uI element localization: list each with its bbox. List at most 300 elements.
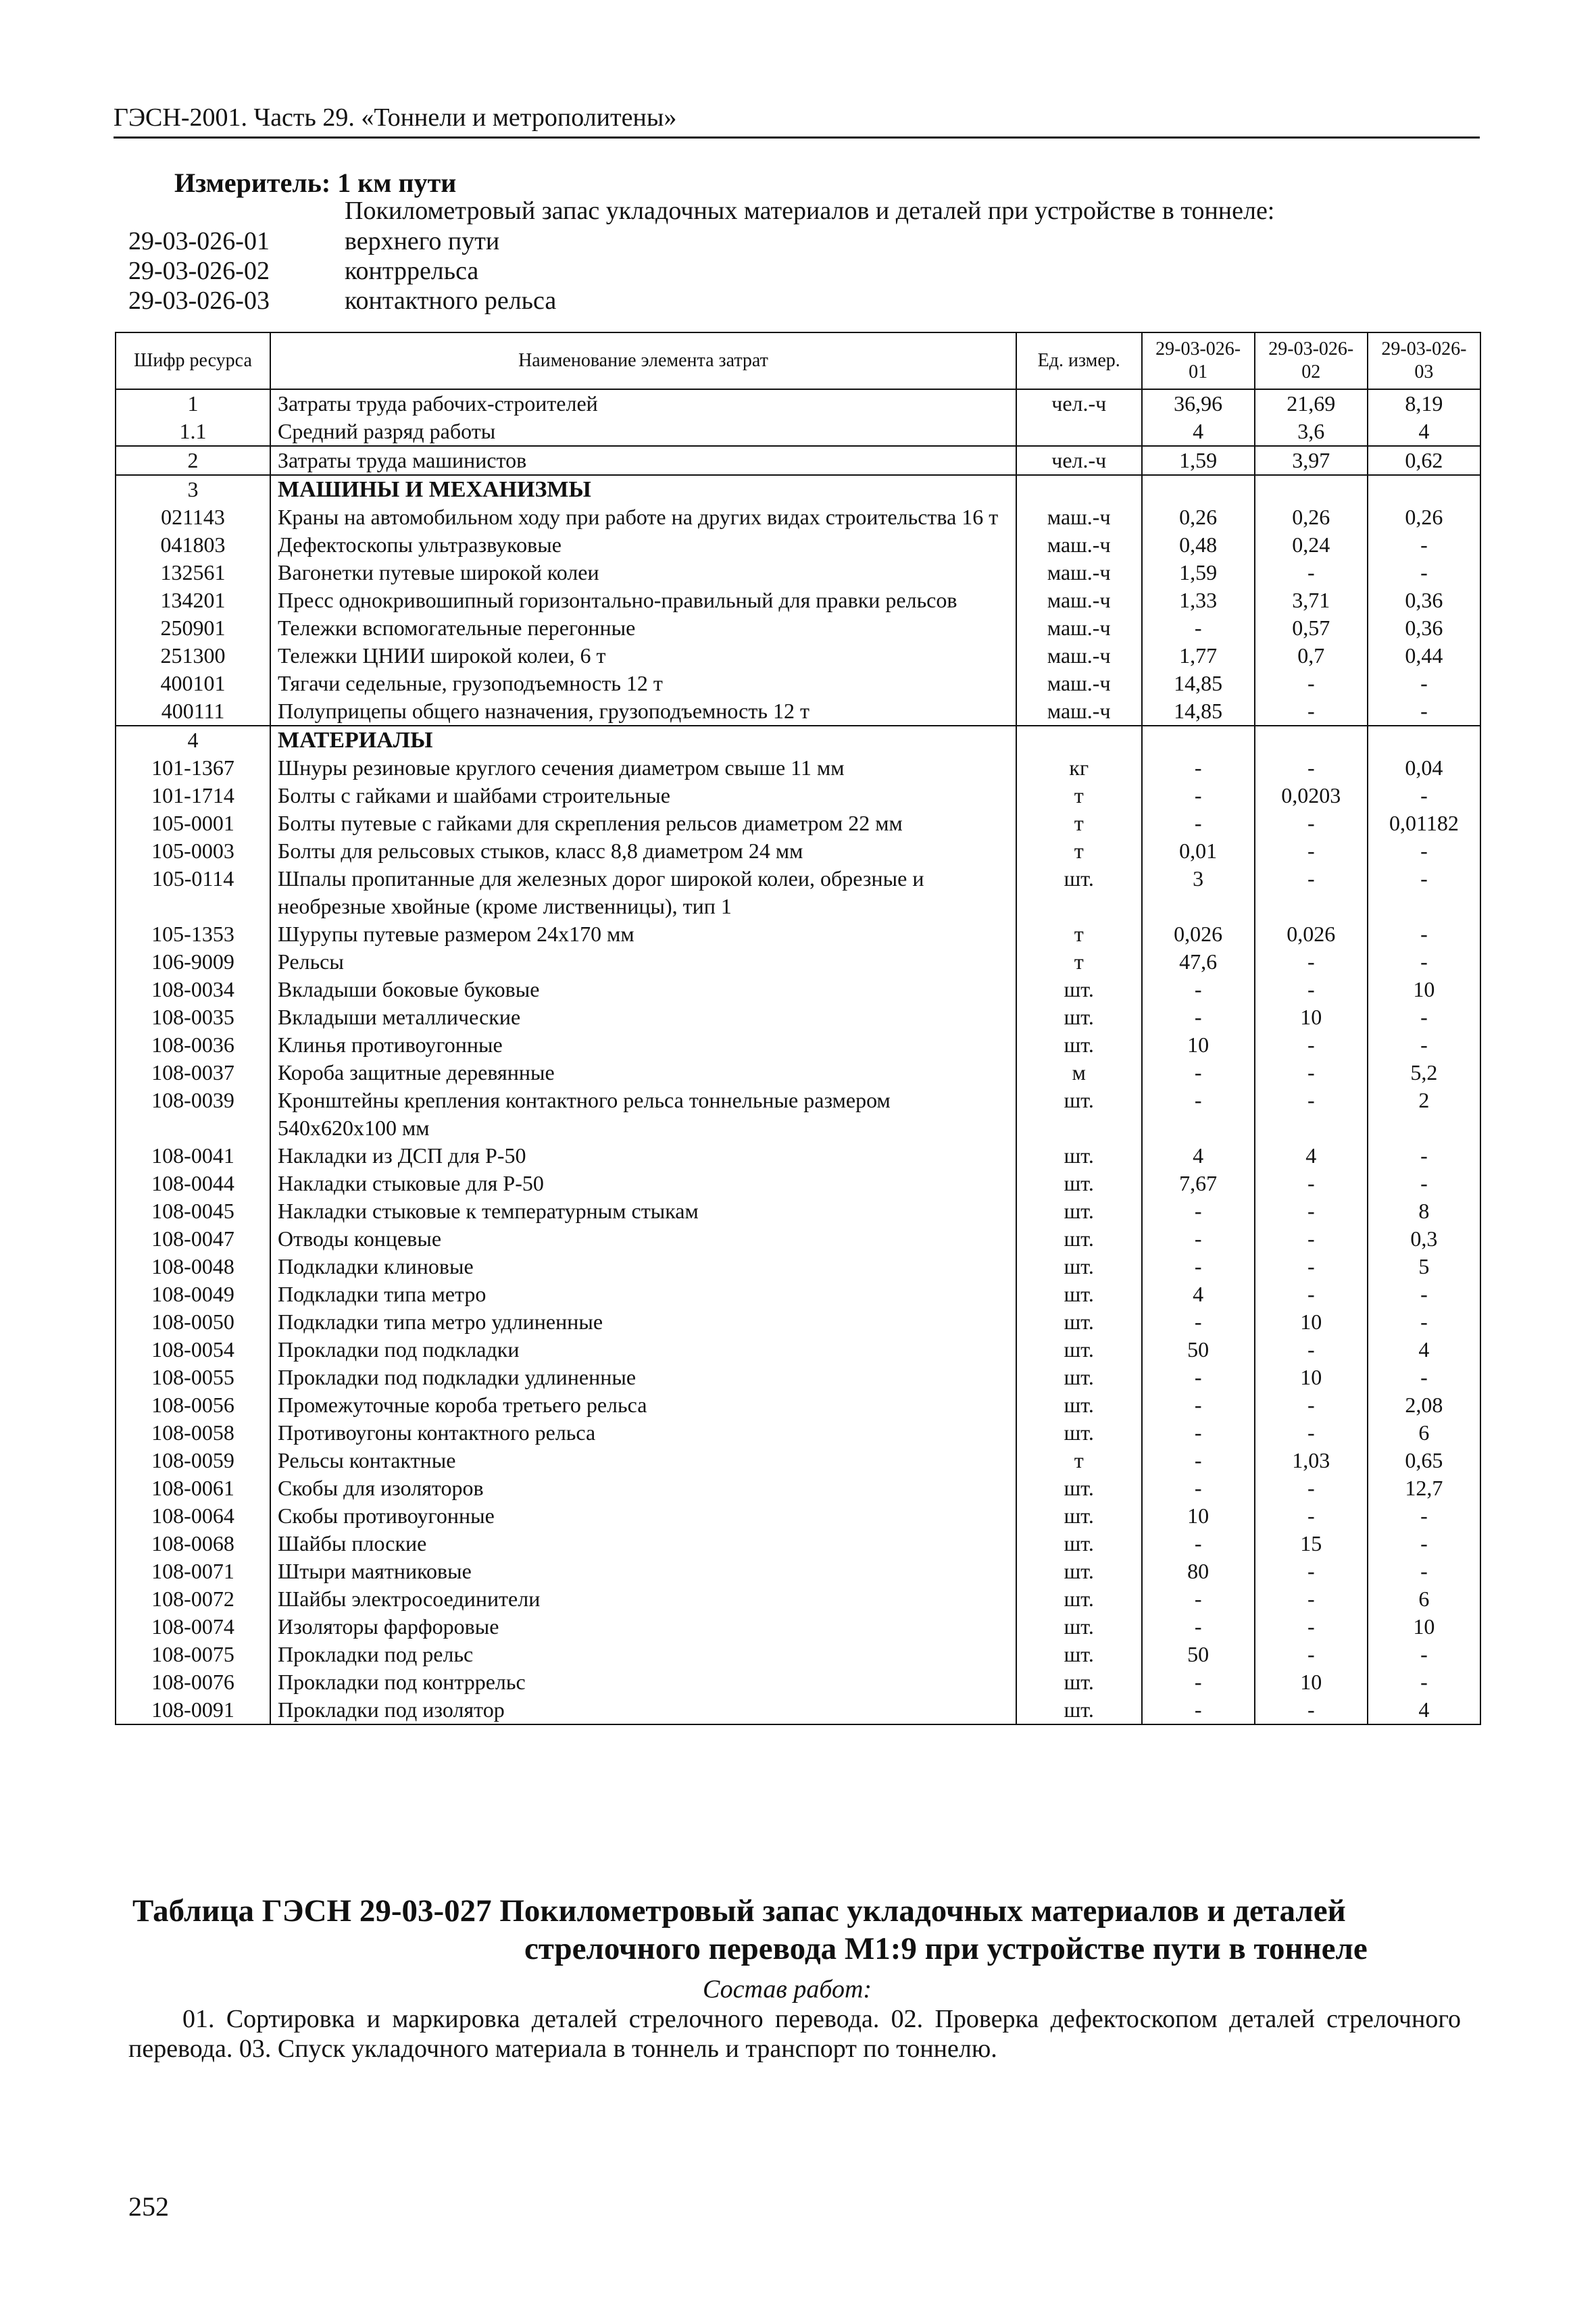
cell-name: Шнуры резиновые круглого сечения диаметром свыше 11 мм [270,754,1016,782]
table-row [116,1641,1480,1668]
cell-value-1: - [1142,1225,1255,1253]
table-row [116,1308,1480,1336]
table-row [116,948,1480,976]
cell-name: Клинья противоугонные [270,1031,1016,1059]
cell-value-1: - [1142,1530,1255,1558]
cell-unit: маш.-ч [1016,642,1142,670]
cell-code: 1 [116,389,270,418]
cell-unit: шт. [1016,1031,1142,1059]
cell-name: Полуприцепы общего назначения, грузоподъемность 12 т [270,697,1016,726]
section-title-line2: стрелочного перевода М1:9 при устройстве пути в тоннеле [524,1931,1368,1966]
cell-value-3: 4 [1368,418,1480,446]
cell-value-3: 4 [1368,1336,1480,1364]
cell-unit: шт. [1016,1003,1142,1031]
cell-value-3: 0,3 [1368,1225,1480,1253]
cell-value-1: - [1142,1197,1255,1225]
cell-value-1: 1,59 [1142,446,1255,475]
cell-name: Краны на автомобильном ходу при работе на других видах строительства 16 т [270,503,1016,531]
cell-name: Прокладки под подкладки удлиненные [270,1364,1016,1391]
cell-unit [1016,418,1142,446]
code: 29-03-026-03 [128,287,270,315]
cell-value-1: - [1142,1253,1255,1280]
cell-name: МАШИНЫ И МЕХАНИЗМЫ [270,475,1016,503]
cell-value-2: 0,026 [1255,920,1368,948]
table-row [116,1391,1480,1419]
cell-code: 108-0049 [116,1280,270,1308]
cell-value-1: - [1142,1308,1255,1336]
table-row [116,810,1480,837]
header-col3: 29-03-026-03 [1368,332,1480,389]
cell-unit: маш.-ч [1016,559,1142,587]
cell-value-2: 10 [1255,1308,1368,1336]
cell-name: Подкладки клиновые [270,1253,1016,1280]
cell-code: 108-0071 [116,1558,270,1585]
cell-name: Изоляторы фарфоровые [270,1613,1016,1641]
cell-name: Накладки стыковые для Р-50 [270,1170,1016,1197]
cell-value-1: 1,77 [1142,642,1255,670]
section-title-line1: Таблица ГЭСН 29-03-027 Покилометровый запас укладочных материалов и деталей [132,1893,1346,1928]
cell-name: Шпалы пропитанные для железных дорог широкой колеи, обрезные и необрезные хвойные (кроме лиственницы), тип 1 [270,865,1016,920]
table-row [116,1170,1480,1197]
cell-value-1: - [1142,782,1255,810]
code-row [128,226,556,256]
cell-code: 101-1714 [116,782,270,810]
cell-code: 132561 [116,559,270,587]
cell-value-3 [1368,726,1480,754]
header-name: Наименование элемента затрат [270,332,1016,389]
cell-value-1: 47,6 [1142,948,1255,976]
cell-name: Пресс однокривошипный горизонтально-правильный для правки рельсов [270,587,1016,614]
cell-value-2: - [1255,1641,1368,1668]
cell-value-1 [1142,475,1255,503]
cell-name: Рельсы контактные [270,1447,1016,1474]
cell-name: Вагонетки путевые широкой колеи [270,559,1016,587]
cell-value-1: - [1142,976,1255,1003]
cell-code: 1.1 [116,418,270,446]
work-text: 01. Сортировка и маркировка деталей стрелочного перевода. 02. Проверка дефектоскопом деталей стрелочного перевода. 03. Спуск укладочного материала в тоннель и транспорт по тоннелю. [128,2005,1461,2063]
cell-value-1: 4 [1142,1142,1255,1170]
table-row [116,1087,1480,1142]
cell-code: 108-0048 [116,1253,270,1280]
cell-value-1: - [1142,810,1255,837]
cell-value-3: - [1368,837,1480,865]
cell-name: Тележки ЦНИИ широкой колеи, 6 т [270,642,1016,670]
cell-name: Вкладыши металлические [270,1003,1016,1031]
cell-code: 108-0075 [116,1641,270,1668]
cell-unit: шт. [1016,976,1142,1003]
cell-code: 108-0076 [116,1668,270,1696]
cell-value-2: 0,0203 [1255,782,1368,810]
cell-value-2: - [1255,1059,1368,1087]
cell-value-1: - [1142,1447,1255,1474]
cell-unit: кг [1016,754,1142,782]
cell-unit: шт. [1016,1308,1142,1336]
cell-value-3: - [1368,531,1480,559]
cell-code: 108-0041 [116,1142,270,1170]
cell-unit: т [1016,920,1142,948]
cell-code: 108-0064 [116,1502,270,1530]
table-row [116,865,1480,920]
cell-value-3: - [1368,1003,1480,1031]
cell-unit: маш.-ч [1016,531,1142,559]
header-code: Шифр ресурса [116,332,270,389]
cell-unit: шт. [1016,865,1142,920]
cell-unit: шт. [1016,1280,1142,1308]
cell-value-2: - [1255,1558,1368,1585]
cell-unit: шт. [1016,1530,1142,1558]
cell-name: Кронштейны крепления контактного рельса тоннельные размером 540х620х100 мм [270,1087,1016,1142]
table-row [116,1585,1480,1613]
cell-value-2: 10 [1255,1003,1368,1031]
cell-name: Болты с гайками и шайбами строительные [270,782,1016,810]
cell-unit: шт. [1016,1668,1142,1696]
table-row [116,1530,1480,1558]
cell-unit: чел.-ч [1016,446,1142,475]
cell-code: 108-0068 [116,1530,270,1558]
cell-value-1: 14,85 [1142,670,1255,697]
cell-value-1: 1,59 [1142,559,1255,587]
cell-value-3: 4 [1368,1696,1480,1724]
cell-name: Дефектоскопы ультразвуковые [270,531,1016,559]
cell-value-3: - [1368,1502,1480,1530]
table-row [116,1280,1480,1308]
cell-value-2: 21,69 [1255,389,1368,418]
table-row [116,976,1480,1003]
cell-value-2: - [1255,1087,1368,1142]
cell-value-3: - [1368,697,1480,726]
cell-value-2: 0,26 [1255,503,1368,531]
cell-code: 108-0035 [116,1003,270,1031]
cell-value-3: 6 [1368,1585,1480,1613]
table-row [116,642,1480,670]
cell-value-1: 50 [1142,1336,1255,1364]
cell-code: 108-0055 [116,1364,270,1391]
cell-value-2: - [1255,865,1368,920]
cell-value-3: - [1368,782,1480,810]
cell-value-3: 5 [1368,1253,1480,1280]
cell-value-2: - [1255,1280,1368,1308]
cell-value-2: 3,97 [1255,446,1368,475]
table-row [116,1668,1480,1696]
cell-value-2: - [1255,697,1368,726]
cell-code: 250901 [116,614,270,642]
cell-code: 108-0034 [116,976,270,1003]
cell-name: Скобы для изоляторов [270,1474,1016,1502]
cell-code: 101-1367 [116,754,270,782]
table-row [116,1003,1480,1031]
cell-name: Подкладки типа метро удлиненные [270,1308,1016,1336]
cell-unit: т [1016,948,1142,976]
work-heading: Состав работ: [703,1975,872,2003]
cell-value-3: 10 [1368,1613,1480,1641]
table-row [116,1502,1480,1530]
resource-table [115,332,1481,1725]
table-row [116,837,1480,865]
table-row [116,1696,1480,1724]
cell-unit [1016,726,1142,754]
cell-unit: т [1016,810,1142,837]
cell-value-2: - [1255,976,1368,1003]
table-row [116,782,1480,810]
cell-value-1: - [1142,754,1255,782]
cell-unit: шт. [1016,1474,1142,1502]
table-row [116,1613,1480,1641]
cell-value-1: - [1142,1087,1255,1142]
cell-value-3: 5,2 [1368,1059,1480,1087]
cell-value-3: 0,44 [1368,642,1480,670]
cell-name: Тягачи седельные, грузоподъемность 12 т [270,670,1016,697]
cell-unit: шт. [1016,1585,1142,1613]
cell-value-2: 0,57 [1255,614,1368,642]
table-row [116,559,1480,587]
table-row [116,1336,1480,1364]
cell-code: 400101 [116,670,270,697]
cell-value-3: - [1368,920,1480,948]
table-row [116,1059,1480,1087]
cell-code: 108-0036 [116,1031,270,1059]
cell-name: Противоугоны контактного рельса [270,1419,1016,1447]
cell-code: 108-0074 [116,1613,270,1641]
cell-unit: шт. [1016,1364,1142,1391]
cell-code: 108-0047 [116,1225,270,1253]
cell-value-1: 0,01 [1142,837,1255,865]
header-col2: 29-03-026-02 [1255,332,1368,389]
cell-name: Подкладки типа метро [270,1280,1016,1308]
cell-unit: шт. [1016,1170,1142,1197]
cell-value-2: - [1255,1197,1368,1225]
cell-name: Средний разряд работы [270,418,1016,446]
cell-value-3: - [1368,1308,1480,1336]
table-row [116,587,1480,614]
table-row [116,697,1480,726]
cell-value-2: 10 [1255,1364,1368,1391]
table-row [116,389,1480,418]
cell-unit: шт. [1016,1696,1142,1724]
table-row [116,1142,1480,1170]
table-row [116,1558,1480,1585]
cell-value-2: - [1255,1502,1368,1530]
cell-value-2: - [1255,1170,1368,1197]
cell-value-3: - [1368,1280,1480,1308]
cell-value-3: 0,65 [1368,1447,1480,1474]
cell-code: 108-0050 [116,1308,270,1336]
cell-value-3: - [1368,865,1480,920]
cell-value-1 [1142,726,1255,754]
cell-value-3: 12,7 [1368,1474,1480,1502]
cell-name: МАТЕРИАЛЫ [270,726,1016,754]
cell-value-1: - [1142,1585,1255,1613]
cell-value-3: - [1368,1142,1480,1170]
cell-value-1: 4 [1142,418,1255,446]
cell-unit: маш.-ч [1016,697,1142,726]
cell-value-2: - [1255,1474,1368,1502]
cell-unit: шт. [1016,1336,1142,1364]
table-row [116,1197,1480,1225]
cell-code: 041803 [116,531,270,559]
cell-value-1: - [1142,1003,1255,1031]
cell-name: Шайбы плоские [270,1530,1016,1558]
cell-value-1: 14,85 [1142,697,1255,726]
cell-value-2: - [1255,1253,1368,1280]
code-label: верхнего пути [345,227,500,255]
cell-unit: маш.-ч [1016,614,1142,642]
cell-unit: т [1016,837,1142,865]
cell-name: Штыри маятниковые [270,1558,1016,1585]
cell-value-1: 0,26 [1142,503,1255,531]
cell-value-2: 0,7 [1255,642,1368,670]
cell-unit: шт. [1016,1613,1142,1641]
cell-code: 105-0001 [116,810,270,837]
cell-value-2: - [1255,1696,1368,1724]
cell-unit: шт. [1016,1641,1142,1668]
cell-name: Шайбы электросоединители [270,1585,1016,1613]
table-row [116,531,1480,559]
cell-name: Затраты труда машинистов [270,446,1016,475]
cell-value-3: 0,04 [1368,754,1480,782]
cell-value-3: 6 [1368,1419,1480,1447]
cell-value-1: 0,48 [1142,531,1255,559]
table-body [116,389,1480,1724]
table-row [116,446,1480,475]
cell-value-3: 8 [1368,1197,1480,1225]
table-row [116,1474,1480,1502]
cell-unit: шт. [1016,1502,1142,1530]
cell-name: Болты путевые с гайками для скрепления рельсов диаметром 22 мм [270,810,1016,837]
cell-value-2: - [1255,1336,1368,1364]
cell-value-3: - [1368,670,1480,697]
cell-value-1: 50 [1142,1641,1255,1668]
cell-value-2: 3,71 [1255,587,1368,614]
table-row [116,1031,1480,1059]
table-row [116,503,1480,531]
cell-value-3: - [1368,1031,1480,1059]
cell-value-1: - [1142,1668,1255,1696]
cell-value-2: - [1255,1585,1368,1613]
cell-value-2: 10 [1255,1668,1368,1696]
cell-value-1: 0,026 [1142,920,1255,948]
cell-value-3: 0,26 [1368,503,1480,531]
cell-value-1: 4 [1142,1280,1255,1308]
cell-value-2 [1255,475,1368,503]
measure-title: Измеритель: 1 км пути [174,168,457,198]
cell-value-1: 1,33 [1142,587,1255,614]
code-row [128,286,556,316]
cell-value-3: - [1368,948,1480,976]
cell-name: Рельсы [270,948,1016,976]
cell-code: 108-0044 [116,1170,270,1197]
cell-value-2: 1,03 [1255,1447,1368,1474]
cell-value-1: 10 [1142,1031,1255,1059]
code-row [128,256,556,286]
table-row [116,670,1480,697]
cell-value-2: - [1255,1225,1368,1253]
cell-value-1: 3 [1142,865,1255,920]
cell-value-3: - [1368,1558,1480,1585]
cell-code: 2 [116,446,270,475]
cell-name: Болты для рельсовых стыков, класс 8,8 диаметром 24 мм [270,837,1016,865]
cell-code: 108-0039 [116,1087,270,1142]
cell-code: 105-1353 [116,920,270,948]
cell-value-2: - [1255,559,1368,587]
cell-value-3: 0,62 [1368,446,1480,475]
cell-name: Накладки стыковые к температурным стыкам [270,1197,1016,1225]
cell-name: Прокладки под рельс [270,1641,1016,1668]
cell-value-3: 0,36 [1368,587,1480,614]
table-header-row [116,332,1480,389]
cell-code: 108-0059 [116,1447,270,1474]
cell-code: 251300 [116,642,270,670]
cell-value-2: - [1255,1419,1368,1447]
code-list [128,226,556,316]
cell-value-3 [1368,475,1480,503]
cell-unit: шт. [1016,1087,1142,1142]
cell-name: Затраты труда рабочих-строителей [270,389,1016,418]
cell-value-1: 80 [1142,1558,1255,1585]
page-header: ГЭСН-2001. Часть 29. «Тоннели и метрополитены» [114,103,1480,139]
cell-code: 3 [116,475,270,503]
code-label: контррельса [345,257,479,285]
code-label: контактного рельса [345,287,557,315]
cell-value-3: - [1368,1668,1480,1696]
cell-value-1: - [1142,1419,1255,1447]
cell-value-1: - [1142,1391,1255,1419]
cell-unit: т [1016,782,1142,810]
cell-unit: чел.-ч [1016,389,1142,418]
cell-value-1: 10 [1142,1502,1255,1530]
cell-value-3: 2 [1368,1087,1480,1142]
cell-code: 108-0056 [116,1391,270,1419]
page-number: 252 [128,2191,169,2222]
cell-code: 400111 [116,697,270,726]
table-row [116,418,1480,446]
cell-value-2: - [1255,1391,1368,1419]
cell-unit: маш.-ч [1016,503,1142,531]
cell-code: 108-0045 [116,1197,270,1225]
cell-value-2: 0,24 [1255,531,1368,559]
cell-code: 4 [116,726,270,754]
table-row [116,1447,1480,1474]
cell-value-3: 2,08 [1368,1391,1480,1419]
table-row [116,1253,1480,1280]
cell-value-2 [1255,726,1368,754]
cell-value-3: 10 [1368,976,1480,1003]
cell-unit: т [1016,1447,1142,1474]
cell-code: 106-9009 [116,948,270,976]
cell-unit: шт. [1016,1225,1142,1253]
cell-unit: шт. [1016,1142,1142,1170]
cell-code: 108-0072 [116,1585,270,1613]
cell-name: Промежуточные короба третьего рельса [270,1391,1016,1419]
cell-unit: маш.-ч [1016,587,1142,614]
table-row [116,1364,1480,1391]
cell-code: 021143 [116,503,270,531]
cell-code: 108-0054 [116,1336,270,1364]
cell-code: 134201 [116,587,270,614]
cell-value-1: - [1142,614,1255,642]
cell-value-2: 3,6 [1255,418,1368,446]
header-unit: Ед. измер. [1016,332,1142,389]
cell-unit [1016,475,1142,503]
table-row [116,1225,1480,1253]
cell-code: 105-0003 [116,837,270,865]
cell-value-2: 15 [1255,1530,1368,1558]
cell-name: Короба защитные деревянные [270,1059,1016,1087]
cell-value-3: - [1368,1170,1480,1197]
cell-value-2: - [1255,1613,1368,1641]
table-row [116,726,1480,754]
cell-name: Шурупы путевые размером 24х170 мм [270,920,1016,948]
cell-name: Тележки вспомогательные перегонные [270,614,1016,642]
